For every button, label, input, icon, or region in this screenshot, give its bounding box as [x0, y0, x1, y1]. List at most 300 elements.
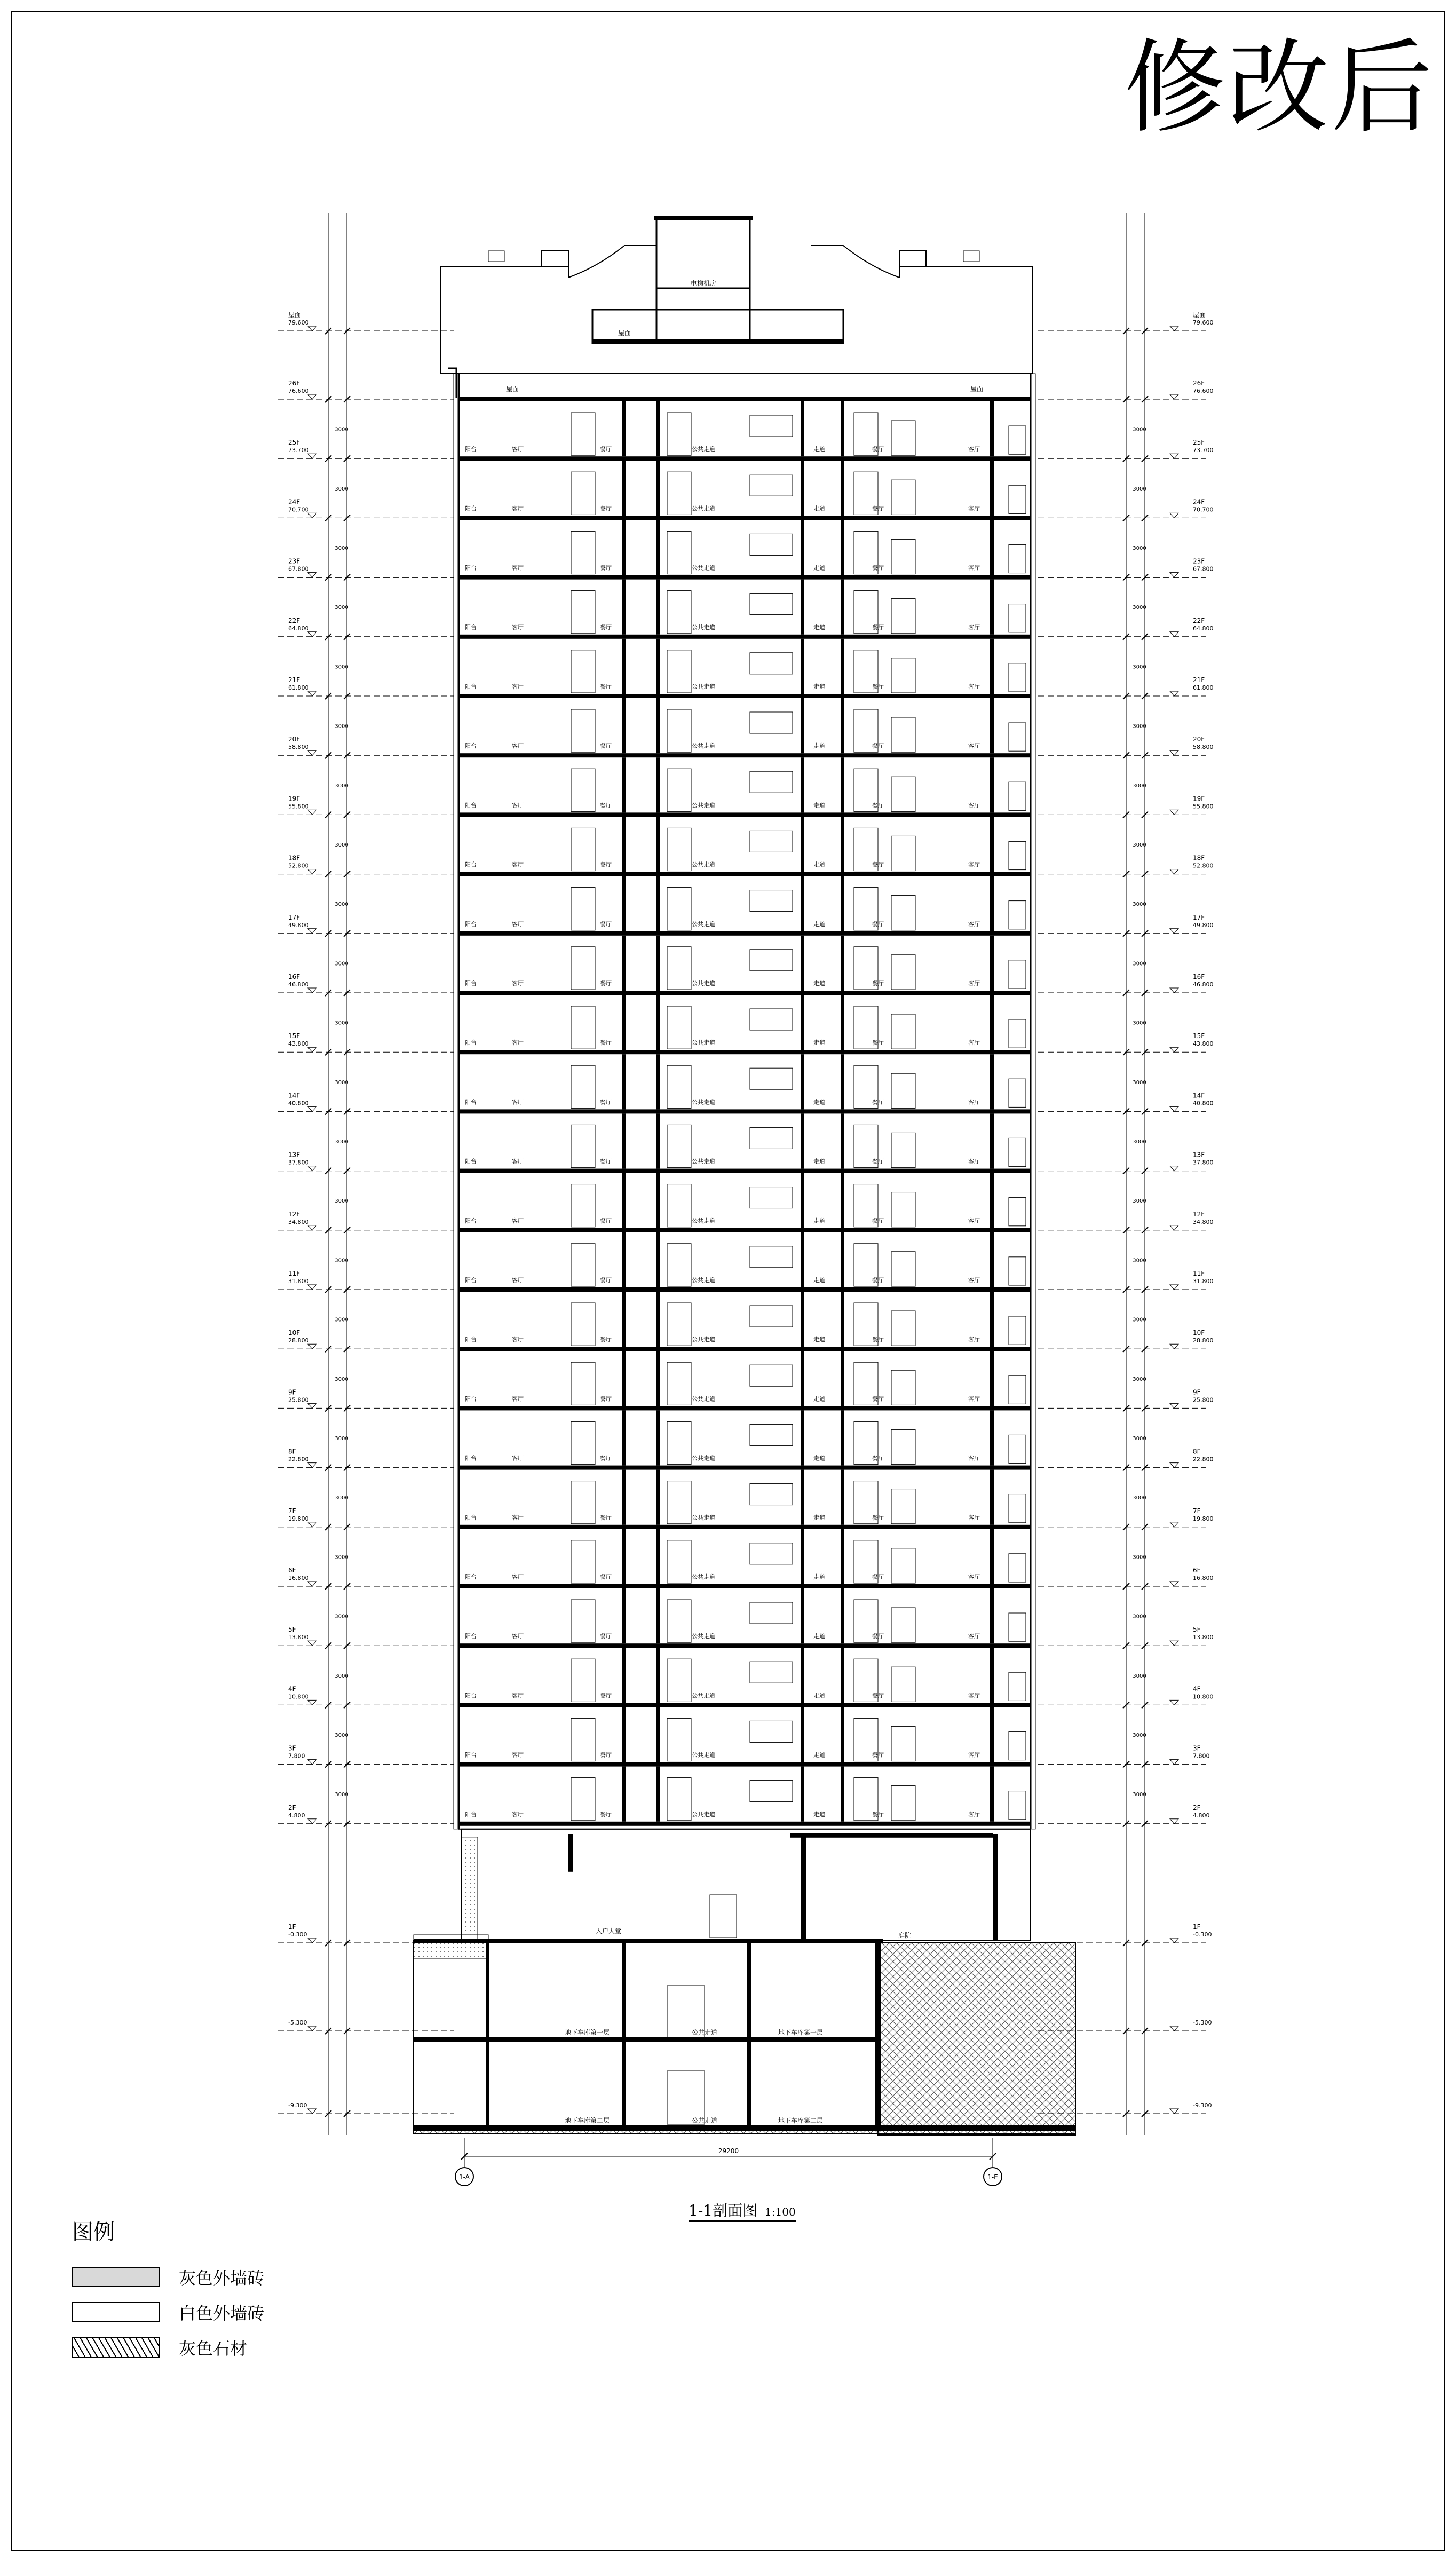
level-triangle-left — [308, 2026, 316, 2031]
dining-label: 餐厅 — [600, 1395, 612, 1403]
wall-21-1 — [656, 1648, 660, 1703]
balcony-label: 阳台 — [465, 1454, 477, 1462]
door-11-3 — [891, 1073, 915, 1108]
legend-row-gray-tile — [72, 2259, 264, 2295]
level-triangle-right — [1170, 513, 1178, 518]
dining-label-right: 餐厅 — [872, 861, 884, 868]
wall-7-1 — [656, 817, 660, 872]
level-name-left: 22F — [288, 616, 300, 624]
balcony-label: 阳台 — [465, 980, 477, 987]
level-triangle-left — [308, 750, 316, 755]
level-elev-right: 43.800 — [1193, 1040, 1214, 1048]
floor-slab-9 — [459, 931, 1030, 936]
living-label: 客厅 — [512, 1633, 524, 1640]
level-elev-left: 55.800 — [288, 803, 309, 810]
level-name-left: 屋面 — [288, 311, 302, 319]
level-name-left: 21F — [288, 676, 300, 684]
wall-4-0 — [622, 639, 626, 694]
wall-13-1 — [656, 1173, 660, 1228]
level-name-left: 5F — [288, 1626, 296, 1634]
dim-text-right: 3000 — [1133, 723, 1146, 730]
level-triangle-left — [308, 394, 316, 399]
living-label-right: 客厅 — [968, 1217, 980, 1224]
level-elev-left: 70.700 — [288, 506, 309, 513]
door-19-3 — [891, 1548, 915, 1583]
door-14-3 — [891, 1252, 915, 1286]
level-name-right: 19F — [1193, 795, 1205, 803]
wall-21-4 — [990, 1648, 994, 1703]
wall-17-2 — [801, 1410, 804, 1465]
level-name-right: 11F — [1193, 1270, 1205, 1277]
level-triangle-right — [1170, 1106, 1178, 1111]
door-19-0 — [571, 1540, 595, 1583]
b1-slab — [414, 2037, 878, 2042]
level-elev-left: 31.800 — [288, 1278, 309, 1285]
parapet-detail-left — [488, 251, 504, 262]
level-name-right: 4F — [1193, 1685, 1201, 1693]
dining-label-right: 餐厅 — [872, 1158, 884, 1165]
level-name-left: 19F — [288, 795, 300, 803]
living-label: 客厅 — [512, 1514, 524, 1521]
level-elev-left: 25.800 — [288, 1396, 309, 1404]
wall-9-1 — [656, 936, 660, 991]
elevator-lobby-label: 走道 — [813, 1395, 825, 1403]
door-8-3 — [891, 896, 915, 930]
wall-6-0 — [622, 757, 626, 812]
door-2-1 — [667, 531, 691, 574]
door-10-0 — [571, 1006, 595, 1049]
balcony-label: 阳台 — [465, 1277, 477, 1284]
dim-text-left: 3000 — [335, 486, 349, 492]
corridor-label: 公共走道 — [692, 1336, 715, 1343]
door-0-0 — [571, 413, 595, 455]
level-name-right: 21F — [1193, 676, 1205, 684]
wall-10-2 — [801, 995, 804, 1050]
door-20-0 — [571, 1600, 595, 1642]
living-label-right: 客厅 — [968, 802, 980, 809]
section-caption — [689, 2199, 796, 2220]
wall-9-4 — [990, 936, 994, 991]
floor-slab-2 — [459, 516, 1030, 520]
level-name-right: 8F — [1193, 1448, 1201, 1456]
railing-11 — [1009, 1079, 1026, 1107]
dim-text-left: 3000 — [335, 1733, 349, 1738]
wall-0-2 — [801, 401, 804, 456]
level-triangle-right — [1170, 1938, 1178, 1943]
elevator-lobby-label: 走道 — [813, 1514, 825, 1521]
dim-text-right: 3000 — [1133, 961, 1146, 967]
axis-label-0: 1-A — [459, 2173, 470, 2181]
wall-1-4 — [990, 461, 994, 516]
door-6-0 — [571, 769, 595, 811]
door-15-0 — [571, 1303, 595, 1346]
wall-17-0 — [622, 1410, 626, 1465]
level-name-right: 24F — [1193, 498, 1205, 506]
level-name-left: 17F — [288, 913, 300, 921]
elevator-lobby-label: 走道 — [813, 564, 825, 572]
elevator-lobby-label: 走道 — [813, 1158, 825, 1165]
living-label: 客厅 — [512, 1692, 524, 1699]
corridor-label: 公共走道 — [692, 1277, 715, 1284]
level-triangle-left — [308, 1938, 316, 1943]
living-label: 客厅 — [512, 1277, 524, 1284]
wall-21-0 — [622, 1648, 626, 1703]
level-name-right: 25F — [1193, 439, 1205, 447]
level-elev-left: 28.800 — [288, 1337, 309, 1345]
railing-4 — [1009, 663, 1026, 692]
door-23-0 — [571, 1778, 595, 1821]
floor-slab-20 — [459, 1584, 1030, 1588]
door-3-0 — [571, 591, 595, 634]
roof-upper-slab — [592, 339, 843, 344]
dim-text-left: 3000 — [335, 961, 349, 967]
window-19 — [750, 1543, 793, 1564]
level-elev-left: 79.600 — [288, 319, 309, 326]
floor-slabs — [459, 397, 1030, 1826]
living-label: 客厅 — [512, 742, 524, 750]
parapet-detail-right — [963, 251, 979, 262]
door-5-0 — [571, 709, 595, 752]
wall-6-4 — [990, 757, 994, 812]
wall-0-4 — [990, 401, 994, 456]
window-6 — [750, 771, 793, 793]
living-label-right: 客厅 — [968, 1039, 980, 1047]
level-elev-right: 4.800 — [1193, 1812, 1210, 1819]
wall-20-2 — [801, 1588, 804, 1643]
wall-22-1 — [656, 1707, 660, 1762]
level-triangle-right — [1170, 326, 1178, 331]
door-6-3 — [891, 777, 915, 811]
wall-7-3 — [841, 817, 844, 872]
wall-5-3 — [841, 698, 844, 753]
wall-9-3 — [841, 936, 844, 991]
balcony-label: 阳台 — [465, 920, 477, 928]
door-17-3 — [891, 1429, 915, 1464]
door-1-3 — [891, 480, 915, 515]
corridor-label: 公共走道 — [692, 1098, 715, 1106]
wall-12-0 — [622, 1113, 626, 1168]
dining-label: 餐厅 — [600, 1098, 612, 1106]
level-name-right: 13F — [1193, 1151, 1205, 1159]
level-triangle-right — [1170, 1760, 1178, 1765]
floor-slab-14 — [459, 1228, 1030, 1232]
level-name-right: 23F — [1193, 557, 1205, 565]
dim-text-right: 3000 — [1133, 782, 1146, 789]
door-10-1 — [667, 1006, 691, 1049]
level-elev-right: -5.300 — [1193, 2019, 1212, 2026]
roof-curve-left — [568, 246, 656, 278]
door-6-1 — [667, 769, 691, 811]
level-elev-left: 4.800 — [288, 1812, 305, 1819]
legend-row-white-tile — [72, 2295, 264, 2330]
dining-label-right: 餐厅 — [872, 1217, 884, 1224]
floor-slab-15 — [459, 1287, 1030, 1292]
level-triangle-left — [308, 1819, 316, 1824]
railing-16 — [1009, 1375, 1026, 1404]
railing-10 — [1009, 1019, 1026, 1048]
living-label-right: 客厅 — [968, 1098, 980, 1106]
level-name-right: 3F — [1193, 1744, 1201, 1752]
living-label: 客厅 — [512, 623, 524, 631]
level-triangle-right — [1170, 988, 1178, 993]
floor-slab-3 — [459, 575, 1030, 580]
level-triangle-left — [308, 326, 316, 331]
wall-23-3 — [841, 1767, 844, 1822]
machine-room — [656, 288, 750, 342]
level-triangle-left — [308, 1760, 316, 1765]
level-name-left: 18F — [288, 854, 300, 862]
level-elev-left: 43.800 — [288, 1040, 309, 1048]
door-16-3 — [891, 1370, 915, 1405]
level-name-left: 11F — [288, 1270, 300, 1277]
door-15-1 — [667, 1303, 691, 1346]
door-0-3 — [891, 421, 915, 455]
wall-6-1 — [656, 757, 660, 812]
dining-label-right: 餐厅 — [872, 1395, 884, 1403]
living-label-right: 客厅 — [968, 623, 980, 631]
level-triangle-right — [1170, 1582, 1178, 1586]
roof-upper-slab-outline — [592, 310, 843, 344]
level-triangle-right — [1170, 869, 1178, 874]
corridor-label: 公共走道 — [692, 1692, 715, 1699]
level-name-left: 6F — [288, 1567, 296, 1574]
wall-3-1 — [656, 580, 660, 635]
wall-9-2 — [801, 936, 804, 991]
level-elev-right: 13.800 — [1193, 1634, 1214, 1641]
window-4 — [750, 653, 793, 674]
level-name-right: 26F — [1193, 379, 1205, 387]
door-3-3 — [891, 599, 915, 634]
level-name-right: 屋面 — [1193, 311, 1206, 319]
dim-text-left: 3000 — [335, 664, 349, 670]
elevator-lobby-label: 走道 — [813, 446, 825, 453]
level-triangle-right — [1170, 1819, 1178, 1824]
dining-label: 餐厅 — [600, 1810, 612, 1818]
level-name-left: 12F — [288, 1210, 300, 1218]
door-0-1 — [667, 413, 691, 455]
living-label-right: 客厅 — [968, 446, 980, 453]
tower-cap — [654, 216, 753, 220]
door-14-1 — [667, 1244, 691, 1286]
floor-slab-13 — [459, 1169, 1030, 1173]
elevator-lobby-label: 走道 — [813, 1336, 825, 1343]
basement-column-2 — [747, 1940, 751, 2127]
level-name-right: 7F — [1193, 1507, 1201, 1515]
dim-text-left: 3000 — [335, 842, 349, 848]
level-elev-left: 7.800 — [288, 1752, 305, 1760]
dining-label: 餐厅 — [600, 920, 612, 928]
dining-label-right: 餐厅 — [872, 1277, 884, 1284]
living-label: 客厅 — [512, 1158, 524, 1165]
elevator-lobby-label: 走道 — [813, 623, 825, 631]
door-3-1 — [667, 591, 691, 634]
elevator-lobby-label: 走道 — [813, 683, 825, 690]
level-name-right: 5F — [1193, 1626, 1201, 1634]
dim-text-right: 3000 — [1133, 426, 1146, 433]
wall-22-2 — [801, 1707, 804, 1762]
roof-label-upper: 屋面 — [618, 329, 631, 337]
dining-label-right: 餐厅 — [872, 564, 884, 572]
dining-label: 餐厅 — [600, 1039, 612, 1047]
living-label-right: 客厅 — [968, 1514, 980, 1521]
wall-19-0 — [622, 1529, 626, 1584]
window-7 — [750, 831, 793, 852]
corridor-label: 公共走道 — [692, 1039, 715, 1047]
dim-text-right: 3000 — [1133, 1317, 1146, 1323]
earth-fill-right — [878, 1943, 1075, 2135]
wall-19-2 — [801, 1529, 804, 1584]
floor-slab-17 — [459, 1406, 1030, 1410]
axis-bubbles — [455, 2138, 1002, 2186]
podium-canopy — [790, 1833, 993, 1838]
roof-curve-right — [811, 246, 899, 278]
door-14-0 — [571, 1244, 595, 1286]
living-label: 客厅 — [512, 1454, 524, 1462]
railing-8 — [1009, 901, 1026, 929]
level-triangle-right — [1170, 1225, 1178, 1230]
living-label: 客厅 — [512, 980, 524, 987]
living-label: 客厅 — [512, 920, 524, 928]
wall-14-1 — [656, 1232, 660, 1287]
door-23-1 — [667, 1778, 691, 1821]
level-triangle-left — [308, 1641, 316, 1646]
wall-1-3 — [841, 461, 844, 516]
wall-15-2 — [801, 1292, 804, 1347]
wall-18-0 — [622, 1470, 626, 1525]
balcony-label: 阳台 — [465, 1098, 477, 1106]
roof-parapet-left — [440, 251, 568, 374]
living-label: 客厅 — [512, 802, 524, 809]
door-7-0 — [571, 828, 595, 871]
level-name-left: 3F — [288, 1744, 296, 1752]
window-18 — [750, 1484, 793, 1505]
legend-row-stone — [72, 2330, 264, 2365]
wall-19-4 — [990, 1529, 994, 1584]
wall-3-0 — [622, 580, 626, 635]
door-21-1 — [667, 1659, 691, 1702]
living-label-right: 客厅 — [968, 1810, 980, 1818]
balcony-label: 阳台 — [465, 1573, 477, 1580]
door-5-3 — [891, 717, 915, 752]
wall-22-4 — [990, 1707, 994, 1762]
wall-17-1 — [656, 1410, 660, 1465]
living-label-right: 客厅 — [968, 742, 980, 750]
living-label-right: 客厅 — [968, 564, 980, 572]
level-triangle-right — [1170, 810, 1178, 815]
level-elev-left: 49.800 — [288, 921, 309, 929]
wall-19-1 — [656, 1529, 660, 1584]
dim-text-left: 3000 — [335, 1258, 349, 1264]
dining-label: 餐厅 — [600, 1158, 612, 1165]
dim-text-left: 3000 — [335, 545, 349, 551]
elevator-lobby-label: 走道 — [813, 1039, 825, 1047]
wall-3-4 — [990, 580, 994, 635]
corridor-label: 公共走道 — [692, 1751, 715, 1759]
wall-8-3 — [841, 876, 844, 931]
ground-slab — [414, 1939, 883, 1943]
podium-column — [801, 1834, 806, 1940]
building-section — [414, 216, 1075, 2131]
wall-8-2 — [801, 876, 804, 931]
corridor-label: 公共走道 — [692, 505, 715, 512]
level-triangle-left — [308, 632, 316, 637]
floor-slab-12 — [459, 1109, 1030, 1113]
wall-10-3 — [841, 995, 844, 1050]
level-elev-left: 58.800 — [288, 744, 309, 751]
level-elev-left: 73.700 — [288, 447, 309, 454]
level-triangle-right — [1170, 632, 1178, 637]
podium-outline — [462, 1829, 1030, 1940]
elevator-lobby-label: 走道 — [813, 1454, 825, 1462]
dim-text-left: 3000 — [335, 1317, 349, 1323]
dim-text-right: 3000 — [1133, 1436, 1146, 1442]
wall-13-4 — [990, 1173, 994, 1228]
door-13-3 — [891, 1192, 915, 1227]
railing-2 — [1009, 544, 1026, 573]
dining-label: 餐厅 — [600, 1692, 612, 1699]
balcony-label: 阳台 — [465, 1217, 477, 1224]
garage1-label-b: 地下车库第一层 — [778, 2029, 824, 2036]
wall-16-4 — [990, 1351, 994, 1406]
floor-slab-18 — [459, 1466, 1030, 1470]
dining-label: 餐厅 — [600, 623, 612, 631]
level-triangle-right — [1170, 1700, 1178, 1705]
window-16 — [750, 1365, 793, 1386]
level-triangle-left — [308, 1047, 316, 1052]
dining-label: 餐厅 — [600, 1573, 612, 1580]
level-elev-left: 40.800 — [288, 1100, 309, 1107]
wall-8-0 — [622, 876, 626, 931]
floor-slab-21 — [459, 1643, 1030, 1648]
window-9 — [750, 950, 793, 971]
roof-label-right: 屋面 — [970, 385, 984, 393]
door-7-1 — [667, 828, 691, 871]
wall-4-3 — [841, 639, 844, 694]
dining-label-right: 餐厅 — [872, 683, 884, 690]
living-label: 客厅 — [512, 446, 524, 453]
living-label: 客厅 — [512, 1336, 524, 1343]
door-17-0 — [571, 1421, 595, 1464]
legend-title: 图例 — [72, 2220, 115, 2244]
section-title: 1-1剖面图 — [689, 2202, 758, 2219]
dining-label: 餐厅 — [600, 683, 612, 690]
living-label-right: 客厅 — [968, 1751, 980, 1759]
living-label-right: 客厅 — [968, 1692, 980, 1699]
level-triangle-left — [308, 1344, 316, 1349]
balcony-label: 阳台 — [465, 1039, 477, 1047]
balcony-label: 阳台 — [465, 505, 477, 512]
level-triangle-left — [308, 573, 316, 578]
wall-17-3 — [841, 1410, 844, 1465]
level-name-left: 9F — [288, 1388, 296, 1396]
wall-11-0 — [622, 1054, 626, 1109]
living-label: 客厅 — [512, 1395, 524, 1403]
door-21-3 — [891, 1667, 915, 1702]
window-15 — [750, 1306, 793, 1327]
railing-19 — [1009, 1554, 1026, 1582]
roof-label-left: 屋面 — [505, 385, 519, 393]
level-name-right: 12F — [1193, 1210, 1205, 1218]
window-14 — [750, 1246, 793, 1268]
dining-label-right: 餐厅 — [872, 446, 884, 453]
dim-text-right: 3000 — [1133, 1079, 1146, 1086]
wall-23-0 — [622, 1767, 626, 1822]
balcony-label: 阳台 — [465, 564, 477, 572]
level-name-right: 6F — [1193, 1567, 1201, 1574]
railing-17 — [1009, 1435, 1026, 1463]
window-0 — [750, 415, 793, 437]
door-12-0 — [571, 1125, 595, 1167]
